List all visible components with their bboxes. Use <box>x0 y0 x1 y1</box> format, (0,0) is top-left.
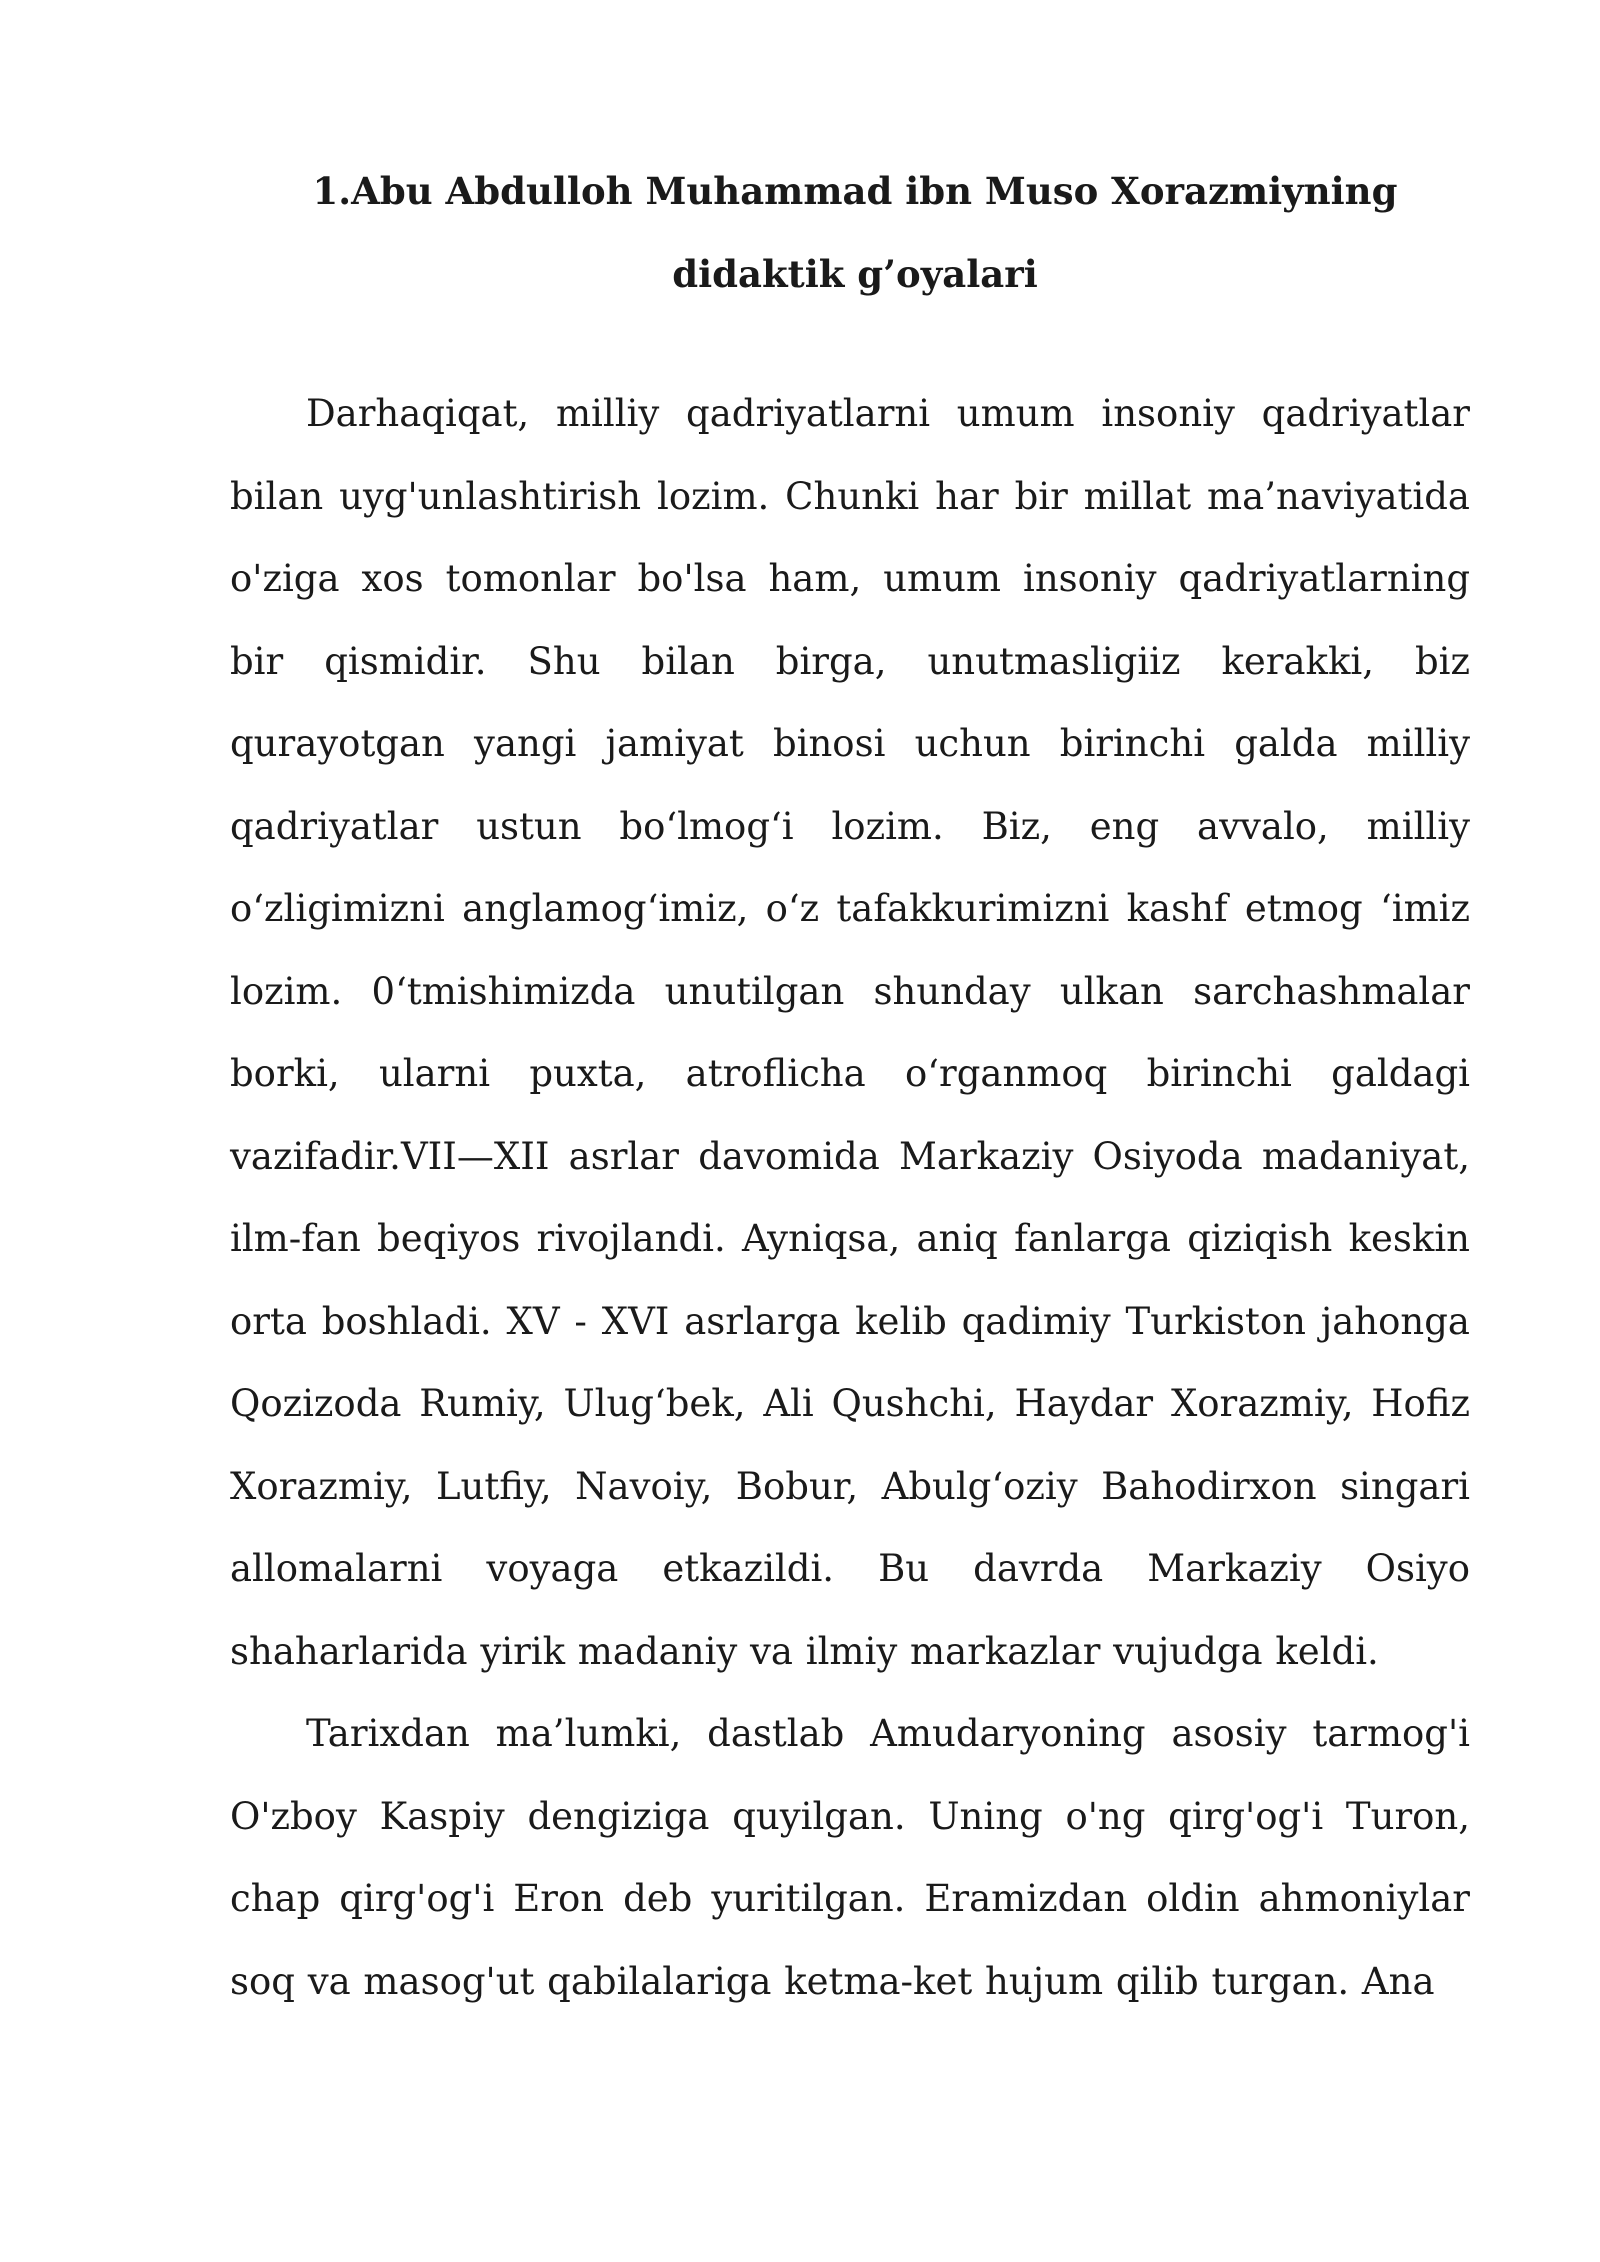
paragraph-1: Darhaqiqat, milliy qadriyatlarni umum insoniy qadriyatlar bilan uyg'unlashtirish lozim. Chunki har bir millat ma’naviyatida o'ziga xos tomonlar bo'lsa ham, umum insoniy qadriyatlarning bir qismidir. Shu bilan birga, unutmasligiiz kerakki, biz qurayotgan yangi jamiyat binosi uchun birinchi galda milliy qadriyatlar ustun bo‘lmog‘i lozim. Biz, eng avvalo, milliy o‘zligimizni anglamog‘imiz, o‘z tafakkurimizni kashf etmog ‘imiz lozim. 0‘tmishimizda unutilgan shunday ulkan sarchashmalar borki, ularni puxta, atroflicha o‘rganmoq birinchi galdagi vazifadir.VII—XII asrlar davomida Markaziy Osiyoda madaniyat, ilm-fan beqiyos rivojlandi. Ayniqsa, aniq fanlarga qiziqish keskin orta boshladi. XV - XVI asrlarga kelib qadimiy Turkiston jahonga Qozizoda Rumiy, Ulug‘bek, Ali Qushchi, Haydar Xorazmiy, Hofiz Xorazmiy, Lutfiy, Navoiy, Bobur, Abulg‘oziy Bahodirxon singari allomalarni voyaga etkazildi. Bu davrda Markaziy Osiyo shaharlarida yirik madaniy va ilmiy markazlar vujudga keldi. <box>230 392 1470 1673</box>
document-page <box>230 150 1470 2023</box>
document-title: 1.Abu Abdulloh Muhammad ibn Muso Xorazmiyning didaktik g’oyalari <box>312 169 1398 296</box>
paragraph-2: Tarixdan ma’lumki, dastlab Amudaryoning asosiy tarmog'i O'zboy Kaspiy dengiziga quyilgan. Uning o'ng qirg'og'i Turon, chap qirg'og'i Eron deb yuritilgan. Eramizdan oldin ahmoniylar soq va masog'ut qabilalariga ketma-ket hujum qilib turgan. Ana <box>230 1712 1470 2003</box>
title-spacer <box>230 316 1470 373</box>
